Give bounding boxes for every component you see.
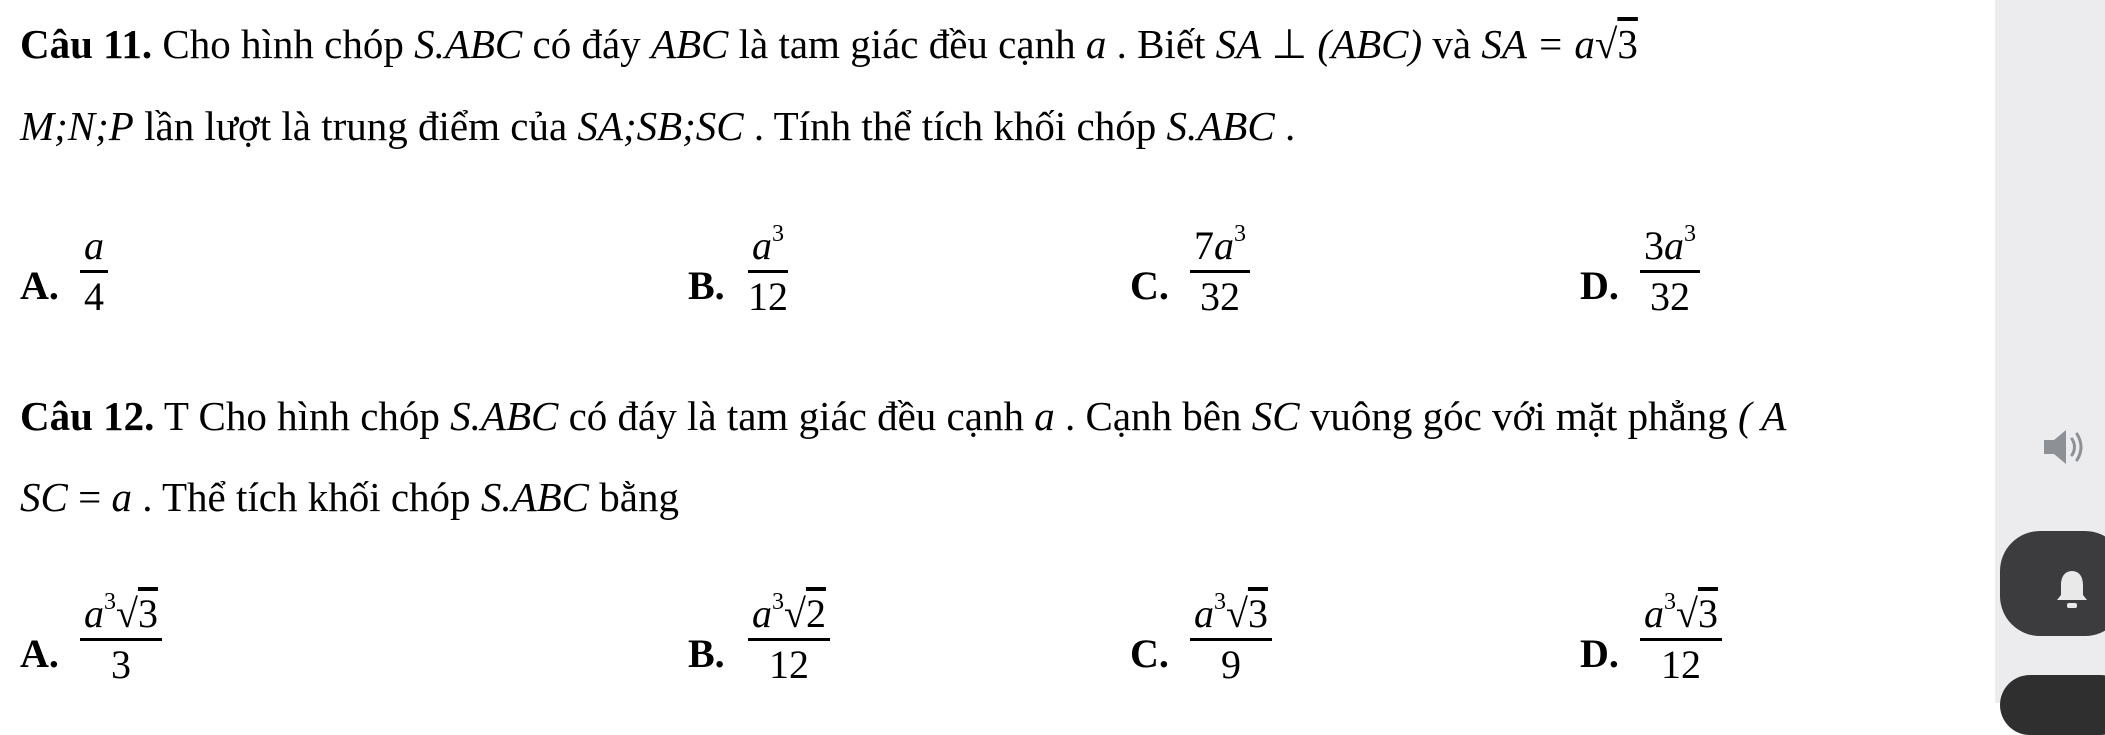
variable: a	[1644, 591, 1664, 636]
denominator: 12	[1660, 642, 1701, 687]
numerator	[1190, 590, 1272, 638]
q11-label: Câu 11.	[20, 21, 153, 67]
q11-line-2	[20, 102, 1295, 150]
text: =	[67, 474, 112, 520]
variable: a	[752, 591, 772, 636]
text: vuông góc với mặt phẳng	[1299, 393, 1739, 439]
math: SA;SB;SC	[577, 103, 744, 149]
radicand: 2	[805, 591, 826, 636]
text: có đáy	[522, 21, 651, 67]
variable: a	[84, 223, 104, 268]
option-label: D.	[1580, 263, 1619, 308]
option-label: D.	[1580, 631, 1619, 676]
exponent: 3	[772, 589, 784, 615]
math: SC	[1251, 393, 1300, 439]
bell-icon	[2052, 567, 2092, 611]
option-label: A.	[20, 631, 59, 676]
sqrt-symbol: √	[784, 591, 806, 636]
fraction	[1190, 222, 1250, 321]
text: .	[1274, 103, 1296, 149]
fraction	[748, 222, 788, 321]
fraction	[1640, 590, 1722, 689]
perp-symbol: ⊥	[1261, 21, 1318, 67]
text: . Thể tích khối chóp	[131, 474, 481, 520]
variable: a	[84, 591, 104, 636]
math: SA	[1215, 21, 1262, 67]
numerator	[1640, 222, 1700, 270]
option-label: C.	[1130, 631, 1169, 676]
fraction	[80, 222, 108, 321]
math: S.ABC	[414, 21, 523, 67]
sqrt-symbol: √	[1594, 21, 1618, 67]
exponent: 3	[772, 221, 784, 247]
bottom-button[interactable]	[2000, 675, 2105, 735]
math: ABC	[650, 21, 729, 67]
fraction	[1190, 590, 1272, 689]
denominator: 32	[1650, 274, 1690, 319]
denominator: 4	[84, 274, 104, 319]
denominator: 32	[1200, 274, 1240, 319]
text: . Tính thể tích khối chóp	[743, 103, 1167, 149]
text: . Biết	[1106, 21, 1216, 67]
numerator	[1190, 222, 1250, 270]
math: S.ABC	[480, 474, 589, 520]
coefficient: 3	[1644, 223, 1664, 268]
math: a	[1085, 21, 1107, 67]
option-label: B.	[688, 263, 725, 308]
math: SC	[20, 474, 68, 520]
exponent: 3	[1684, 221, 1696, 247]
exponent: 3	[104, 589, 116, 615]
variable: a	[1664, 223, 1684, 268]
numerator	[80, 222, 108, 270]
fraction	[1640, 222, 1700, 321]
math: (ABC)	[1317, 21, 1423, 67]
numerator	[748, 590, 830, 638]
variable: a	[752, 223, 772, 268]
text: bằng	[589, 474, 679, 520]
text: T Cho hình chóp	[154, 393, 451, 439]
denominator: 12	[768, 642, 809, 687]
exponent: 3	[1664, 589, 1676, 615]
denominator: 12	[748, 274, 788, 319]
fraction	[748, 590, 830, 689]
math: M;N;P	[20, 103, 134, 149]
radicand: 3	[1697, 591, 1718, 636]
numerator	[748, 222, 788, 270]
exponent: 3	[1234, 221, 1246, 247]
variable: a	[1194, 591, 1214, 636]
math: SA	[1481, 21, 1527, 67]
speaker-icon[interactable]	[2040, 422, 2090, 472]
text: lần lượt là trung điểm của	[133, 103, 578, 149]
radicand: 3	[1617, 21, 1638, 67]
fraction	[80, 590, 162, 689]
text: và	[1422, 21, 1482, 67]
text: là tam giác đều cạnh	[728, 21, 1086, 67]
radicand: 3	[137, 591, 158, 636]
text: có đáy là tam giác đều cạnh	[558, 393, 1035, 439]
radicand: 3	[1247, 591, 1268, 636]
text: Cho hình chóp	[152, 21, 415, 67]
q11-line-1	[20, 20, 1638, 68]
numerator	[1640, 590, 1722, 638]
denominator: 3	[110, 642, 131, 687]
math: S.ABC	[450, 393, 559, 439]
exponent: 3	[1214, 589, 1226, 615]
math: a	[1034, 393, 1055, 439]
math: S.ABC	[1166, 103, 1275, 149]
sqrt-symbol: √	[1676, 591, 1698, 636]
math: = a	[1526, 21, 1595, 67]
numerator	[80, 590, 162, 638]
denominator: 9	[1220, 642, 1241, 687]
q12-label: Câu 12.	[20, 393, 155, 439]
sqrt-symbol: √	[116, 591, 138, 636]
math: a	[111, 474, 132, 520]
variable: a	[1214, 223, 1234, 268]
option-label: C.	[1130, 263, 1169, 308]
coefficient: 7	[1194, 223, 1214, 268]
option-label: A.	[20, 263, 59, 308]
math: ( A	[1738, 393, 1787, 439]
text: . Cạnh bên	[1054, 393, 1252, 439]
q12-line-2	[20, 473, 679, 521]
q12-line-1	[20, 392, 1786, 440]
sqrt-symbol: √	[1226, 591, 1248, 636]
option-label: B.	[688, 631, 725, 676]
